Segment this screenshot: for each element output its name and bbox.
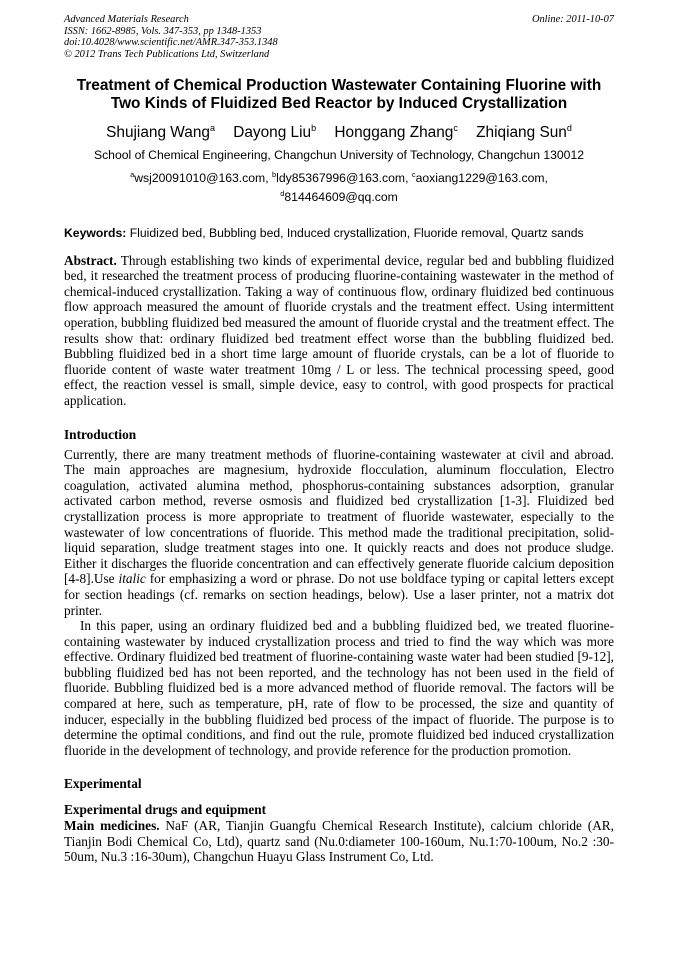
email-link[interactable]: aoxiang1229@163.com, (415, 170, 548, 185)
section-heading-introduction: Introduction (64, 426, 137, 442)
author-name: Honggang Zhang (334, 123, 454, 141)
email-line-2 (64, 186, 614, 206)
email-sup: b (271, 169, 277, 179)
title-line-1: Treatment of Chemical Production Wastewater Containing Fluorine with (76, 77, 602, 95)
section-heading-experimental: Experimental (64, 776, 142, 792)
email-sup: a (130, 169, 135, 179)
author-name: Dayong Liu (233, 123, 312, 141)
email-sup: d (280, 189, 285, 199)
doi-line: doi:10.4028/www.scientific.net/AMR.347-353.1348 (64, 37, 278, 49)
journal-name: Advanced Materials Research (64, 14, 189, 25)
abstract-label: Abstract. (64, 252, 117, 268)
title-line-2: Two Kinds of Fluidized Bed Reactor by Induced Crystallization (110, 95, 568, 113)
author-sup: c (453, 122, 458, 133)
author-name: Zhiqiang Sun (476, 123, 567, 141)
email-link[interactable]: wsj20091010@163.com, (134, 170, 269, 185)
medicines-text: NaF (AR, Tianjin Guangfu Chemical Research Institute), calcium chloride (AR, Tianjin Bodi Chemical Co, Ltd), quartz sand (Nu.0:diameter 100-160um, Nu.1:70-100um, No.2 :30-50um, Nu.3 :16-30um), Changchun Huayu Glass Instrument Co, Ltd. (64, 818, 615, 865)
abstract (64, 253, 614, 409)
intro-p1-text-cont: for emphasizing a word or phrase. Do not use boldface typing or capital letters except for section headings (cf. remarks on section headings, below). Use a laser printer, not a matrix dot printer. (64, 571, 614, 618)
online-date: Online: 2011-10-07 (531, 14, 614, 25)
intro-paragraph-1 (64, 447, 614, 619)
intro-p1-text: Currently, there are many treatment methods of fluorine-containing wastewater at civil and abroad. The main approaches are magnesium, hydroxide flocculation, aluminum flocculation, Electro coagulation, activated alumina method, phosphorus-containing substances adsorption, granular activated carbon method, reverse osmosis and fluidized bed crystallization [1-3]. Fluidized bed crystallization process is more appropriate to treatment of fluoride wastewater, especially to the wastewater of low concentrations of fluoride. This method made the traditional precipitation, solid-liquid separation, sludge treatment stages into one. It quickly reacts and does not produce sludge. Either it discharges the fluoride concentration and can effectively generate fluoride calcium deposition [4-8].Use (64, 446, 614, 587)
keywords-label: Keywords: (64, 225, 127, 240)
copyright-line: © 2012 Trans Tech Publications Ltd, Switzerland (64, 48, 270, 60)
paper-title (64, 77, 614, 113)
keywords-text: Fluidized bed, Bubbling bed, Induced crystallization, Fluoride removal, Quartz sands (129, 225, 584, 240)
author (233, 124, 316, 141)
email-sup: c (411, 169, 416, 179)
subsection-heading-drugs: Experimental drugs and equipment (64, 802, 267, 818)
email-link[interactable]: ldy85367996@163.com, (276, 170, 409, 185)
main-medicines-paragraph (64, 818, 614, 865)
author-sup: b (311, 122, 317, 133)
medicines-label: Main medicines. (64, 818, 160, 834)
author-sup: a (209, 122, 215, 133)
author (334, 124, 457, 141)
author-name: Shujiang Wang (106, 123, 210, 141)
email-link[interactable]: 814464609@qq.com (284, 190, 398, 205)
author-sup: d (566, 122, 572, 133)
issn-line: ISSN: 1662-8985, Vols. 347-353, pp 1348-1353 (64, 25, 262, 37)
email-line-1 (64, 167, 614, 187)
intro-p1-italic: italic (118, 571, 146, 587)
author (106, 124, 215, 141)
author-emails (64, 167, 614, 206)
journal-header (64, 14, 614, 60)
author (476, 124, 572, 141)
keywords (64, 226, 614, 241)
intro-paragraph-2: In this paper, using an ordinary fluidized bed and a bubbling fluidized bed, we treated fluorine-containing wastewater by induced crystallization process and tried to find the way which was more effective. Ordinary fluidized bed treatment of fluorine-containing waste water had been studied [9-12], bubbling fluidized bed has not been reported, and the technology has not been used in the field of fluoride. Bubbling fluidized bed is a more advanced method of fluoride removal. The factors will be compared at here, such as temperature, pH, rate of flow to be processed, the size and quantity of inducer, especially in the bubbling fluidized bed process of the impact of fluoride. The purpose is to determine the optimal conditions, and find out the rule, promote fluidized bed induced crystallization fluoride in the development of technology, and provide reference for the production promotion. (64, 618, 614, 758)
author-list (64, 118, 614, 141)
affiliation: School of Chemical Engineering, Changchun University of Technology, Changchun 130012 (93, 147, 585, 162)
abstract-text: Through establishing two kinds of experimental device, regular bed and bubbling fluidized bed, it researched the treatment process of producing fluorine-containing wastewater in the method of chemical-induced crystallization. Taking a way of continuous flow, ordinary fluidized bed continuous flow approach measured the amount of fluoride crystals and the treatment effect. Using intermittent operation, bubbling fluidized bed measured the amount of fluoride crystal and the treatment effect. The results show that: ordinary fluidized bed treatment effect worse than the bubbling fluidized bed. Bubbling fluidized bed in a short time large amount of fluoride crystals, can be a lot of fluoride to fluoride content of waste water treatment 10mg / L or less. The technical processing speed, good effect, the reaction vessel is small, simple device, easy to control, with good prospects for practical application. (64, 252, 614, 408)
